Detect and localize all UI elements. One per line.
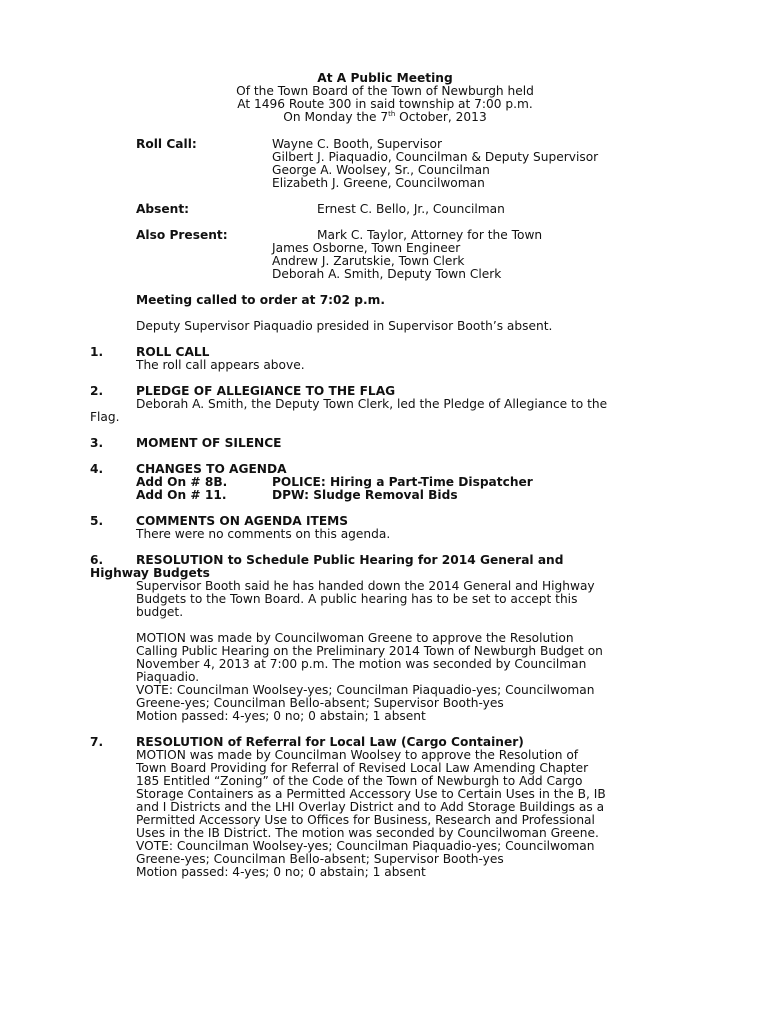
meeting-header: [0, 72, 770, 124]
absent-label: Absent:: [136, 202, 190, 216]
paragraph-line: Calling Public Hearing on the Preliminary 2014 Town of Newburgh Budget on: [136, 644, 603, 658]
paragraph-line: Motion passed: 4-yes; 0 no; 0 abstain; 1 absent: [136, 865, 426, 879]
roll-call-list: [272, 138, 598, 190]
item-text: Flag.: [90, 410, 120, 424]
absent-name: Ernest C. Bello, Jr., Councilman: [317, 202, 505, 216]
paragraph-line: Supervisor Booth said he has handed down the 2014 General and Highway: [136, 579, 595, 593]
roll-call-member: Elizabeth J. Greene, Councilwoman: [272, 176, 485, 190]
item-paragraph: [136, 749, 606, 879]
item-title-changes-to-agenda: CHANGES TO AGENDA: [136, 462, 287, 476]
item-number: 6.: [90, 553, 104, 567]
paragraph-line: Piaquadio.: [136, 670, 200, 684]
item-paragraph: [136, 580, 595, 619]
agenda-change-desc: DPW: Sludge Removal Bids: [272, 488, 458, 502]
also-present-label: Also Present:: [136, 228, 228, 242]
item-title-comments: COMMENTS ON AGENDA ITEMS: [136, 514, 349, 528]
item-paragraph: [136, 632, 603, 723]
item-number: 5.: [90, 514, 104, 528]
paragraph-line: Greene-yes; Councilman Bello-absent; Supervisor Booth-yes: [136, 696, 504, 710]
paragraph-line: and I Districts and the LHI Overlay District and to Add Storage Buildings as a: [136, 800, 605, 814]
item-text: The roll call appears above.: [136, 358, 305, 372]
paragraph-line: Uses in the IB District. The motion was seconded by Councilwoman Greene.: [136, 826, 599, 840]
item-number: 4.: [90, 462, 104, 476]
paragraph-line: VOTE: Councilman Woolsey-yes; Councilman Piaquadio-yes; Councilwoman: [136, 683, 595, 697]
item-number: 3.: [90, 436, 104, 450]
header-line-2: At 1496 Route 300 in said township at 7:00 p.m.: [237, 97, 533, 111]
paragraph-line: Permitted Accessory Use to Offices for Business, Research and Professional: [136, 813, 595, 827]
paragraph-line: 185 Entitled “Zoning” of the Code of the Town of Newburgh to Add Cargo: [136, 774, 583, 788]
paragraph-line: Motion passed: 4-yes; 0 no; 0 abstain; 1 absent: [136, 709, 426, 723]
item-number: 1.: [90, 345, 104, 359]
roll-call-member: Gilbert J. Piaquadio, Councilman & Deputy Supervisor: [272, 150, 599, 164]
meeting-title: At A Public Meeting: [317, 71, 453, 85]
agenda-change-code: Add On # 11.: [136, 488, 227, 502]
also-present-member: Andrew J. Zarutskie, Town Clerk: [272, 254, 465, 268]
roll-call-member: Wayne C. Booth, Supervisor: [272, 137, 442, 151]
also-present-member: Deborah A. Smith, Deputy Town Clerk: [272, 267, 502, 281]
header-line-1: Of the Town Board of the Town of Newburgh held: [236, 84, 534, 98]
item-text: There were no comments on this agenda.: [136, 527, 391, 541]
item-title-roll-call: ROLL CALL: [136, 345, 210, 359]
paragraph-line: Town Board Providing for Referral of Revised Local Law Amending Chapter: [136, 761, 589, 775]
roll-call-member: George A. Woolsey, Sr., Councilman: [272, 163, 490, 177]
item-title-moment-of-silence: MOMENT OF SILENCE: [136, 436, 282, 450]
paragraph-line: Budgets to the Town Board. A public hearing has to be set to accept this: [136, 592, 578, 606]
item-text: Deborah A. Smith, the Deputy Town Clerk, led the Pledge of Allegiance to the: [136, 397, 608, 411]
item-title-public-hearing-cont: Highway Budgets: [90, 566, 210, 580]
header-line-3: On Monday the 7th October, 2013: [283, 110, 487, 124]
presided-note: Deputy Supervisor Piaquadio presided in Supervisor Booth’s absent.: [136, 319, 553, 333]
also-present-first: Mark C. Taylor, Attorney for the Town: [317, 228, 543, 242]
item-title-public-hearing: RESOLUTION to Schedule Public Hearing for 2014 General and: [136, 553, 564, 567]
roll-call-label: Roll Call:: [136, 137, 197, 151]
item-title-pledge: PLEDGE OF ALLEGIANCE TO THE FLAG: [136, 384, 396, 398]
paragraph-line: VOTE: Councilman Woolsey-yes; Councilman Piaquadio-yes; Councilwoman: [136, 839, 595, 853]
paragraph-line: Storage Containers as a Permitted Accessory Use to Certain Uses in the B, IB: [136, 787, 606, 801]
also-present-member: James Osborne, Town Engineer: [272, 241, 461, 255]
paragraph-line: Greene-yes; Councilman Bello-absent; Supervisor Booth-yes: [136, 852, 504, 866]
item-title-local-law: RESOLUTION of Referral for Local Law (Cargo Container): [136, 735, 524, 749]
agenda-change-code: Add On # 8B.: [136, 475, 228, 489]
agenda-change-desc: POLICE: Hiring a Part-Time Dispatcher: [272, 475, 533, 489]
item-number: 7.: [90, 735, 104, 749]
also-present-list: [272, 242, 501, 281]
call-to-order: Meeting called to order at 7:02 p.m.: [136, 293, 385, 307]
paragraph-line: MOTION was made by Councilwoman Greene to approve the Resolution: [136, 631, 574, 645]
paragraph-line: MOTION was made by Councilman Woolsey to approve the Resolution of: [136, 748, 579, 762]
paragraph-line: November 4, 2013 at 7:00 p.m. The motion was seconded by Councilman: [136, 657, 587, 671]
item-number: 2.: [90, 384, 104, 398]
paragraph-line: budget.: [136, 605, 184, 619]
